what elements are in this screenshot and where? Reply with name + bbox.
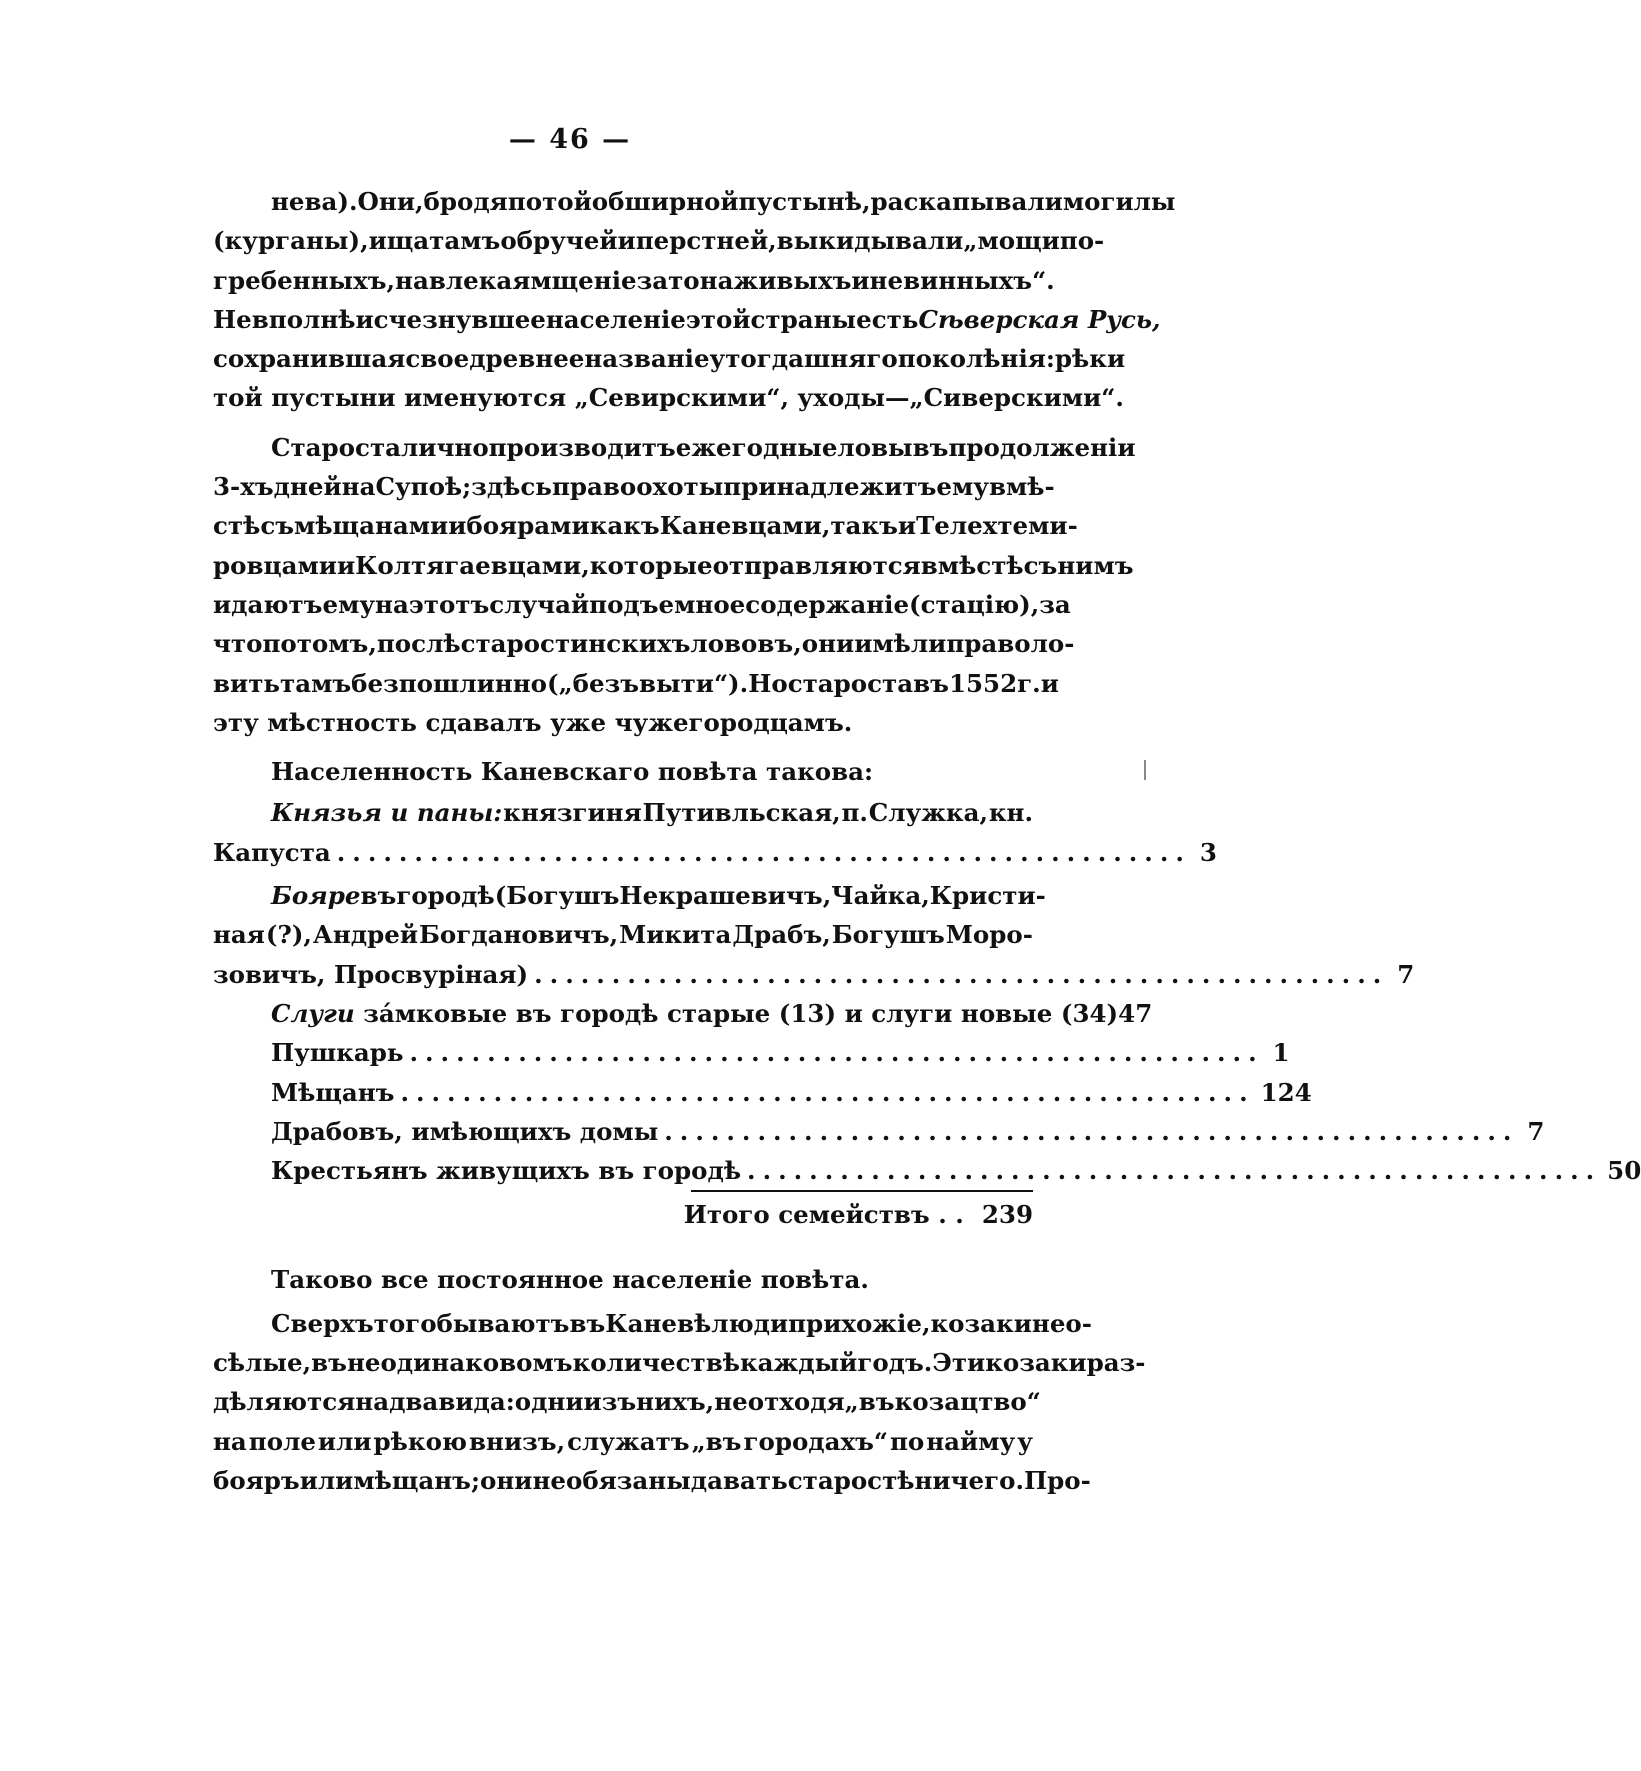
word: отходя bbox=[747, 1387, 845, 1417]
word: тамъ bbox=[280, 668, 352, 698]
word: обязаны bbox=[566, 1465, 691, 1495]
boyars-label: Бояре bbox=[271, 881, 361, 911]
paragraph-2 bbox=[213, 428, 1136, 742]
word: по- bbox=[1059, 226, 1105, 256]
word: населеніе bbox=[545, 304, 686, 334]
word: обручей bbox=[500, 226, 618, 256]
word: охоты bbox=[636, 472, 724, 502]
word: два bbox=[389, 1387, 439, 1417]
text-line bbox=[213, 182, 1176, 221]
word: количествѣ bbox=[572, 1348, 740, 1378]
word: ная bbox=[213, 920, 265, 950]
boyars-line-3: зовичъ, Просвурiная) ....................................................... 7 bbox=[213, 955, 1033, 994]
word: сѣлые, bbox=[213, 1348, 312, 1378]
word: принадлежитъ bbox=[723, 472, 937, 502]
word: (?), bbox=[265, 920, 312, 950]
text-line bbox=[213, 1343, 1146, 1382]
word: Сѣверская Русь, bbox=[918, 304, 1161, 334]
word: они bbox=[801, 629, 855, 659]
word: Кристи- bbox=[929, 881, 1046, 911]
word: они bbox=[480, 1465, 533, 1495]
princes-line-2: Капуста ....................................................... 3 bbox=[213, 833, 1033, 872]
word: Про- bbox=[1024, 1465, 1091, 1495]
word: Староста bbox=[271, 432, 402, 462]
word: за bbox=[1039, 589, 1071, 619]
word: бояръ bbox=[213, 1465, 300, 1495]
word: боярами bbox=[466, 511, 590, 541]
word: могилы bbox=[1062, 187, 1176, 216]
word: 1552 bbox=[948, 668, 1018, 698]
servants-line: Слуги за́мковые въ городѣ старые (13) и слуги новые (34) 47 bbox=[213, 994, 1033, 1033]
word: бываютъ bbox=[436, 1308, 570, 1338]
word: есть bbox=[856, 304, 919, 334]
word: что bbox=[213, 629, 263, 659]
word: Путивльская, bbox=[642, 798, 841, 828]
word: безпошлинно bbox=[351, 668, 547, 698]
text-line bbox=[213, 339, 1126, 378]
word: съ bbox=[260, 511, 295, 541]
word: стѣ bbox=[213, 511, 261, 541]
word: каждый bbox=[739, 1348, 858, 1378]
text-line bbox=[213, 1304, 1092, 1343]
word: нева). bbox=[271, 187, 358, 216]
word: нихъ, bbox=[636, 1387, 715, 1417]
word: у bbox=[709, 344, 726, 374]
word: той пустыни именуются „Севирскими“, уходы—„Сиверскими“. bbox=[213, 383, 1124, 413]
boyars-line-2 bbox=[213, 915, 1033, 954]
row-label: Крестьянъ живущихъ въ городѣ bbox=[271, 1156, 742, 1186]
scan-mark bbox=[1144, 760, 1146, 780]
word: вида: bbox=[438, 1387, 515, 1417]
paragraph-3: Таково все постоянное населеніе повѣта. bbox=[271, 1265, 869, 1295]
servants-count: 47 bbox=[1118, 998, 1153, 1028]
text-line bbox=[213, 467, 1055, 506]
word: вполнѣ bbox=[251, 304, 356, 334]
word: козацтво“ bbox=[894, 1387, 1041, 1417]
word: неодинаковомъ bbox=[346, 1348, 573, 1378]
text-line bbox=[213, 506, 1078, 545]
word: найму bbox=[926, 1426, 1016, 1456]
word: въ bbox=[569, 1308, 606, 1338]
word: въ bbox=[913, 668, 949, 698]
word: Сверхъ bbox=[271, 1308, 374, 1338]
text-line bbox=[213, 585, 1071, 624]
row-count: 7 bbox=[1527, 1116, 1545, 1146]
servants-label: Слуги bbox=[271, 998, 355, 1028]
word: Служка, bbox=[868, 798, 989, 828]
page-text bbox=[213, 182, 1641, 1500]
word: древнее bbox=[469, 344, 585, 374]
word: козаки bbox=[930, 1308, 1032, 1338]
word: „мощи bbox=[963, 226, 1060, 256]
word: п. bbox=[841, 798, 868, 828]
word: лововъ, bbox=[690, 629, 802, 659]
princes-label: Князья и паны: bbox=[271, 798, 503, 828]
text-line bbox=[213, 261, 1055, 300]
word: поле bbox=[248, 1426, 316, 1456]
word: Они, bbox=[357, 187, 424, 216]
word: ему bbox=[936, 472, 989, 502]
word: бродя bbox=[423, 187, 508, 216]
princes-count: 3 bbox=[1199, 837, 1217, 867]
word: навлекая bbox=[395, 265, 531, 295]
word: прихожіе, bbox=[788, 1308, 931, 1338]
population-row: Драбовъ, имѣющихъ домы ....................................................... 7 bbox=[213, 1112, 1033, 1151]
word: и bbox=[213, 589, 232, 619]
word: нео- bbox=[1031, 1308, 1092, 1338]
word: и bbox=[448, 511, 467, 541]
word: потомъ, bbox=[262, 629, 377, 659]
word: Чайка, bbox=[831, 881, 930, 911]
population-row: Пушкарь ....................................................... 1 bbox=[213, 1033, 1033, 1072]
text-line bbox=[213, 221, 1105, 260]
total-line bbox=[213, 1192, 1033, 1236]
word: такъ bbox=[830, 511, 898, 541]
word: имѣли bbox=[854, 629, 947, 659]
word: мѣщанами bbox=[294, 511, 449, 541]
word: то bbox=[668, 265, 700, 295]
word: случай bbox=[489, 589, 590, 619]
word: раз- bbox=[1086, 1348, 1146, 1378]
word: и bbox=[1040, 668, 1059, 698]
word: ничего. bbox=[914, 1465, 1025, 1495]
word: какъ bbox=[589, 511, 660, 541]
word: годъ. bbox=[857, 1348, 933, 1378]
row-count: 1 bbox=[1272, 1038, 1290, 1068]
word: невинныхъ“. bbox=[869, 265, 1055, 295]
page-number: — 46 — bbox=[508, 124, 632, 155]
word: сохранившая bbox=[213, 344, 406, 374]
word: этой bbox=[685, 304, 751, 334]
row-label: Мѣщанъ bbox=[271, 1077, 395, 1107]
paragraph-4 bbox=[213, 1304, 1146, 1500]
word: пустынѣ, bbox=[738, 187, 871, 216]
word: раскапывали bbox=[870, 187, 1063, 216]
population-heading: Населенность Каневскаго повѣта такова: bbox=[271, 757, 874, 787]
word: князгиня bbox=[503, 798, 642, 828]
row-label: Пушкарь bbox=[271, 1038, 404, 1068]
word: ежегодные bbox=[675, 432, 838, 462]
word: люди bbox=[711, 1308, 789, 1338]
word: живыхъ bbox=[733, 265, 852, 295]
word: тамъ bbox=[429, 226, 501, 256]
word: ловы bbox=[837, 432, 913, 462]
word: Моро- bbox=[945, 920, 1033, 950]
word: свое bbox=[405, 344, 470, 374]
word: Но bbox=[748, 668, 788, 698]
word: „въ bbox=[691, 1426, 742, 1456]
text-line bbox=[213, 703, 1033, 742]
word: или bbox=[317, 1426, 372, 1456]
word: на bbox=[355, 1387, 390, 1417]
text-line bbox=[213, 1382, 1041, 1421]
word: Колтягаевцами, bbox=[355, 550, 590, 580]
word: Некрашевичъ, bbox=[619, 881, 832, 911]
row-label: Драбовъ, имѣющихъ домы bbox=[271, 1116, 659, 1146]
princes-line-1 bbox=[213, 793, 1033, 832]
word: продолженіи bbox=[948, 432, 1136, 462]
total-count: 239 bbox=[981, 1199, 1033, 1229]
word: или bbox=[299, 1465, 354, 1495]
word: и bbox=[617, 226, 636, 256]
word: (курганы), bbox=[213, 226, 369, 256]
word: той bbox=[542, 187, 592, 216]
word: на bbox=[699, 265, 734, 295]
word: этотъ bbox=[408, 589, 490, 619]
text-line bbox=[213, 378, 1124, 417]
word: мщеніе bbox=[530, 265, 637, 295]
text-line bbox=[213, 428, 1136, 467]
text-line bbox=[213, 1461, 1091, 1500]
total-label: Итого семействъ . . bbox=[683, 1199, 964, 1229]
word: (стацію), bbox=[909, 589, 1040, 619]
word: г. bbox=[1017, 668, 1041, 698]
word: не bbox=[714, 1387, 748, 1417]
word: дней bbox=[273, 472, 342, 502]
word: („безъ bbox=[546, 668, 640, 698]
word: и bbox=[851, 265, 870, 295]
word: Не bbox=[213, 304, 252, 334]
population-row: Крестьянъ живущихъ въ городѣ ....................................................... 50 bbox=[213, 1151, 1033, 1190]
word: ровцами bbox=[213, 550, 337, 580]
word: за bbox=[636, 265, 669, 295]
word: перстней, bbox=[635, 226, 777, 256]
word: поколѣнія: bbox=[897, 344, 1055, 374]
word: Каневцами, bbox=[659, 511, 831, 541]
word: отправляются bbox=[712, 550, 921, 580]
word: у bbox=[1017, 1426, 1033, 1456]
word: въ bbox=[311, 1348, 347, 1378]
word: „въ bbox=[844, 1387, 895, 1417]
word: староста bbox=[787, 668, 914, 698]
word: козаки bbox=[985, 1348, 1087, 1378]
word: городахъ“ bbox=[743, 1426, 888, 1456]
population-row: Мѣщанъ ....................................................... 124 bbox=[213, 1073, 1033, 1112]
word: названіе bbox=[584, 344, 710, 374]
word: 3-хъ bbox=[213, 472, 274, 502]
word: (Богушъ bbox=[494, 881, 620, 911]
word: тогдашняго bbox=[725, 344, 898, 374]
word: лично bbox=[401, 432, 489, 462]
word: нимъ bbox=[1057, 550, 1134, 580]
boyars-line-1 bbox=[213, 876, 1046, 915]
word: не bbox=[532, 1465, 566, 1495]
word: даютъ bbox=[231, 589, 323, 619]
text-line bbox=[213, 546, 1134, 585]
word: Эти bbox=[932, 1348, 986, 1378]
word: гребенныхъ, bbox=[213, 265, 396, 295]
word: выкидывали bbox=[776, 226, 964, 256]
word: на bbox=[341, 472, 376, 502]
word: мѣщанъ; bbox=[353, 1465, 481, 1495]
word: послѣ bbox=[376, 629, 461, 659]
word: изъ bbox=[583, 1387, 637, 1417]
word: выти“). bbox=[639, 668, 749, 698]
word: одни bbox=[514, 1387, 584, 1417]
word: обширной bbox=[591, 187, 739, 216]
word: старостинскихъ bbox=[460, 629, 691, 659]
word: городѣ bbox=[396, 881, 495, 911]
text-line bbox=[213, 300, 1161, 339]
word: старостѣ bbox=[787, 1465, 915, 1495]
word: кн. bbox=[988, 798, 1033, 828]
word: ему bbox=[322, 589, 376, 619]
word: ища bbox=[368, 226, 430, 256]
word: вить bbox=[213, 668, 281, 698]
word: съ bbox=[1023, 550, 1058, 580]
paragraph-1 bbox=[213, 182, 1176, 418]
word: въ bbox=[912, 432, 949, 462]
text-line bbox=[213, 1422, 1033, 1461]
word: которые bbox=[589, 550, 713, 580]
word: содержаніе bbox=[745, 589, 910, 619]
word: въ bbox=[360, 881, 397, 911]
word: эту мѣстность сдавалъ уже чужегородцамъ. bbox=[213, 707, 853, 737]
word: Супоѣ; bbox=[375, 472, 472, 502]
word: рѣки bbox=[1054, 344, 1126, 374]
word: Микита bbox=[619, 920, 732, 950]
word: Драбъ, bbox=[732, 920, 831, 950]
word: Андрей bbox=[312, 920, 419, 950]
word: здѣсь bbox=[471, 472, 552, 502]
row-count: 124 bbox=[1260, 1077, 1312, 1107]
word: внизъ, bbox=[469, 1426, 566, 1456]
word: вмѣ- bbox=[988, 472, 1055, 502]
word: вмѣстѣ bbox=[920, 550, 1024, 580]
word: служатъ bbox=[567, 1426, 690, 1456]
word: на bbox=[213, 1426, 247, 1456]
word: Богушъ bbox=[831, 920, 945, 950]
word: право bbox=[946, 629, 1031, 659]
word: дѣляются bbox=[213, 1387, 356, 1417]
word: Телехтеми- bbox=[916, 511, 1078, 541]
word: на bbox=[375, 589, 409, 619]
word: Богдановичъ, bbox=[418, 920, 619, 950]
population-rows bbox=[213, 1033, 1641, 1190]
word: рѣкою bbox=[373, 1426, 468, 1456]
word: страны bbox=[750, 304, 857, 334]
word: производитъ bbox=[488, 432, 676, 462]
text-line bbox=[213, 664, 1059, 703]
word: того bbox=[373, 1308, 437, 1338]
row-count: 50 bbox=[1607, 1156, 1641, 1186]
word: давать bbox=[690, 1465, 788, 1495]
word: право bbox=[551, 472, 637, 502]
word: по bbox=[507, 187, 543, 216]
word: Каневѣ bbox=[605, 1308, 712, 1338]
word: и bbox=[897, 511, 917, 541]
word: исчезнувшее bbox=[355, 304, 546, 334]
word: подъемное bbox=[589, 589, 746, 619]
word: по bbox=[889, 1426, 925, 1456]
boyars-count: 7 bbox=[1397, 959, 1415, 989]
word: и bbox=[336, 550, 356, 580]
word: ло- bbox=[1030, 629, 1075, 659]
text-line bbox=[213, 624, 1075, 663]
